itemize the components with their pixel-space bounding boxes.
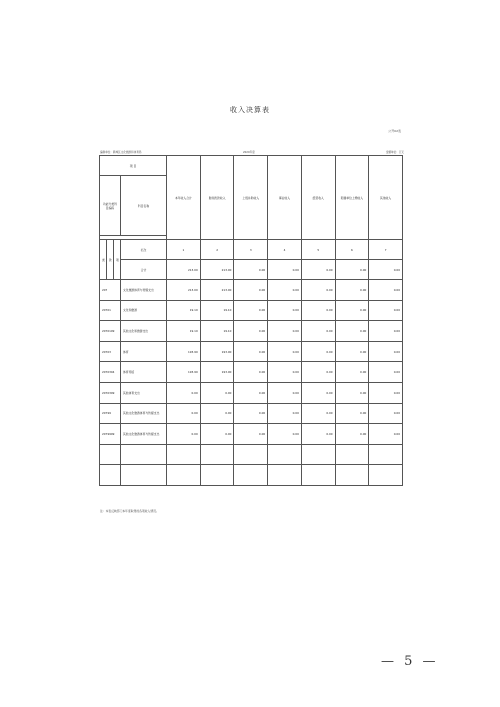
row-code: 2079999 — [100, 424, 121, 445]
row-code: 2070304 — [100, 362, 121, 383]
empty-cell — [268, 444, 302, 465]
document-title: 收入决算表 — [230, 106, 270, 114]
row-value: 193.90 — [167, 362, 201, 383]
row-value: 0.00 — [369, 424, 403, 445]
row-value: 19.10 — [200, 321, 234, 342]
empty-row — [100, 444, 403, 465]
total-value: 213.00 — [167, 260, 201, 280]
row-value: 0.00 — [301, 341, 335, 362]
row-value: 0.00 — [335, 403, 369, 424]
row-value: 0.00 — [268, 300, 302, 321]
row-value: 0.00 — [335, 280, 369, 301]
row-value: 0.00 — [369, 280, 403, 301]
row-value: 0.00 — [301, 362, 335, 383]
row-value: 0.00 — [234, 362, 268, 383]
row-value: 0.00 — [335, 362, 369, 383]
row-name: 文化旅游体育与传媒支出 — [121, 280, 167, 301]
empty-cell — [200, 465, 234, 486]
row-value: 0.00 — [268, 321, 302, 342]
row-value: 0.00 — [167, 424, 201, 445]
col-fiscal-header: 财政拨款收入 — [200, 156, 234, 240]
row-value: 0.00 — [335, 382, 369, 403]
row-value: 0.00 — [234, 321, 268, 342]
total-value: 0.00 — [335, 260, 369, 280]
row-value: 19.10 — [167, 300, 201, 321]
row-value: 19.10 — [167, 321, 201, 342]
total-value: 0.00 — [234, 260, 268, 280]
row-name: 其他文化和旅游支出 — [121, 321, 167, 342]
row-value: 0.00 — [268, 424, 302, 445]
col-operation-header: 经营收入 — [301, 156, 335, 240]
row-code: 207 — [100, 280, 121, 301]
row-value: 0.00 — [268, 280, 302, 301]
row-value: 0.00 — [301, 300, 335, 321]
empty-cell — [234, 465, 268, 486]
row-value: 0.00 — [234, 403, 268, 424]
row-value: 0.00 — [335, 321, 369, 342]
seq-number: 3 — [234, 240, 268, 260]
total-value: 213.00 — [200, 260, 234, 280]
col-affiliate-header: 附属单位上缴收入 — [335, 156, 369, 240]
row-value: 0.00 — [301, 424, 335, 445]
row-value: 0.00 — [234, 341, 268, 362]
row-name: 其他文化旅游体育与传媒支出 — [121, 424, 167, 445]
row-value: 0.00 — [369, 382, 403, 403]
table-row — [100, 321, 403, 342]
row-value: 0.00 — [268, 403, 302, 424]
seq-number: 1 — [167, 240, 201, 260]
seq-number: 6 — [335, 240, 369, 260]
row-value: 19.10 — [200, 300, 234, 321]
class-header: 类 — [100, 240, 107, 280]
row-code: 2070399 — [100, 382, 121, 403]
row-code: 2070199 — [100, 321, 121, 342]
footnote: 注：本表反映部门本年度取得的各项收入情况。 — [100, 509, 159, 513]
row-value: 0.00 — [268, 362, 302, 383]
col-total-header: 本年收入合计 — [167, 156, 201, 240]
empty-cell — [301, 444, 335, 465]
table-row — [100, 403, 403, 424]
seq-number: 4 — [268, 240, 302, 260]
empty-cell — [335, 465, 369, 486]
sheet-number: 公开02表 — [388, 129, 401, 133]
row-code: 20799 — [100, 403, 121, 424]
row-value: 0.00 — [335, 424, 369, 445]
row-value: 193.90 — [167, 341, 201, 362]
empty-cell — [100, 465, 121, 486]
code-header: 功能分类科目编码 — [100, 176, 121, 236]
total-label: 合计 — [121, 260, 167, 280]
empty-cell — [121, 465, 167, 486]
row-value: 0.00 — [200, 424, 234, 445]
page-number: — 5 — — [381, 654, 439, 669]
income-table — [99, 155, 403, 486]
empty-cell — [167, 444, 201, 465]
row-name: 其他文化旅游体育与传媒支出 — [121, 403, 167, 424]
row-value: 0.00 — [369, 403, 403, 424]
row-value: 0.00 — [335, 341, 369, 362]
empty-cell — [301, 465, 335, 486]
report-year: 2020年度 — [243, 151, 255, 154]
seq-number: 5 — [301, 240, 335, 260]
row-value: 193.90 — [200, 341, 234, 362]
table-row — [100, 382, 403, 403]
seq-label: 栏次 — [121, 240, 167, 260]
table-row — [100, 280, 403, 301]
row-name: 体育场馆 — [121, 362, 167, 383]
row-name: 文化和旅游 — [121, 300, 167, 321]
empty-cell — [121, 444, 167, 465]
empty-cell — [200, 444, 234, 465]
table-row — [100, 341, 403, 362]
seq-number: 7 — [369, 240, 403, 260]
empty-cell — [335, 444, 369, 465]
empty-row — [100, 465, 403, 486]
row-code: 20703 — [100, 341, 121, 362]
empty-cell — [234, 444, 268, 465]
col-business-header: 事业收入 — [268, 156, 302, 240]
row-value: 0.00 — [369, 362, 403, 383]
row-value: 0.00 — [200, 382, 234, 403]
row-value: 0.00 — [301, 321, 335, 342]
empty-cell — [369, 444, 403, 465]
row-value: 0.00 — [234, 382, 268, 403]
empty-cell — [100, 444, 121, 465]
row-value: 193.90 — [200, 362, 234, 383]
name-header: 科目名称 — [121, 176, 167, 236]
row-value: 0.00 — [301, 280, 335, 301]
row-value: 0.00 — [167, 403, 201, 424]
row-name: 体育 — [121, 341, 167, 362]
row-value: 0.00 — [234, 424, 268, 445]
row-value: 0.00 — [268, 382, 302, 403]
total-value: 0.00 — [268, 260, 302, 280]
total-value: 0.00 — [369, 260, 403, 280]
row-value: 0.00 — [268, 341, 302, 362]
table-row — [100, 300, 403, 321]
col-other-header: 其他收入 — [369, 156, 403, 240]
reporting-unit: 编制单位：鹤城区文化旅游和体育局 — [100, 151, 142, 154]
row-value: 0.00 — [234, 280, 268, 301]
table-row — [100, 362, 403, 383]
row-value: 0.00 — [335, 300, 369, 321]
empty-cell — [268, 465, 302, 486]
seq-number: 2 — [200, 240, 234, 260]
xiang-header: 项 — [114, 240, 121, 280]
empty-cell — [167, 465, 201, 486]
table-row — [100, 424, 403, 445]
row-name: 其他体育支出 — [121, 382, 167, 403]
row-value: 0.00 — [369, 341, 403, 362]
col-superior-header: 上级补助收入 — [234, 156, 268, 240]
row-value: 213.00 — [167, 280, 201, 301]
row-value: 0.00 — [234, 300, 268, 321]
row-value: 213.00 — [200, 280, 234, 301]
currency-unit: 金额单位：万元 — [385, 151, 404, 154]
row-value: 0.00 — [200, 403, 234, 424]
row-value: 0.00 — [167, 382, 201, 403]
row-value: 0.00 — [301, 382, 335, 403]
row-code: 20701 — [100, 300, 121, 321]
row-value: 0.00 — [369, 300, 403, 321]
total-value: 0.00 — [301, 260, 335, 280]
project-header: 项 目 — [100, 156, 167, 176]
row-value: 0.00 — [301, 403, 335, 424]
empty-cell — [369, 465, 403, 486]
kuan-header: 款 — [107, 240, 114, 280]
row-value: 0.00 — [369, 321, 403, 342]
